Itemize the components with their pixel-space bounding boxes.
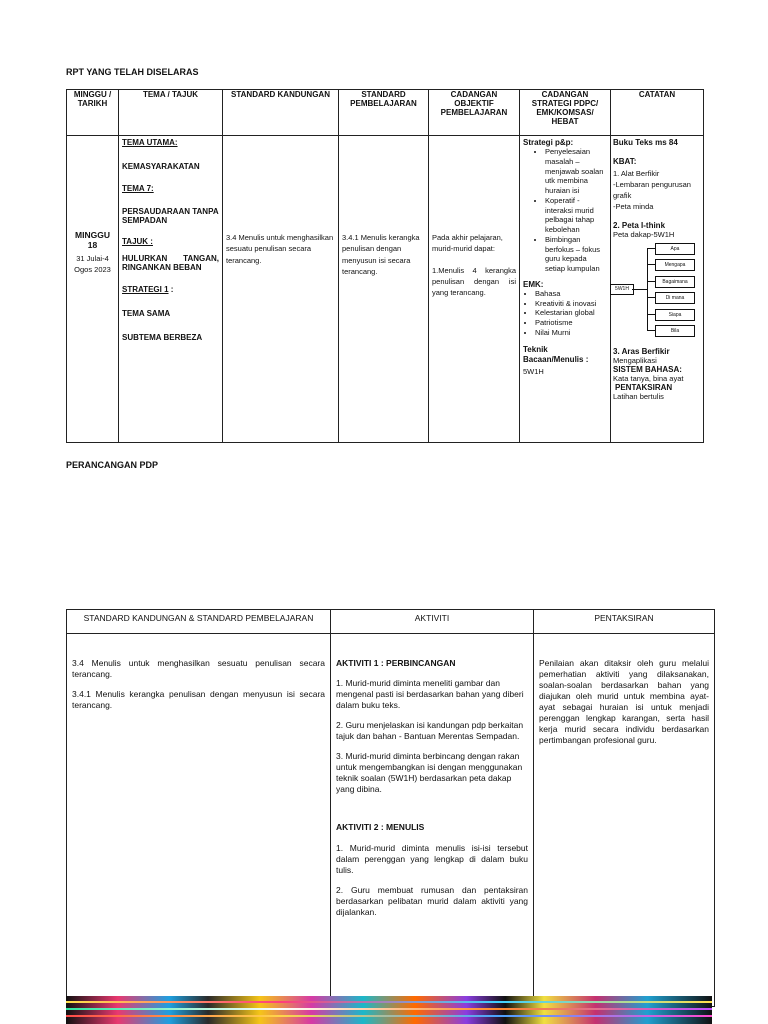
aktiviti-item: 1. Murid-murid diminta meneliti gambar dan mengenal pasti isi berdasarkan bahan yang diberi dalam buku teks.	[336, 678, 524, 711]
aras-label: 3. Aras Berfikir	[613, 346, 670, 356]
rpt-table	[66, 89, 704, 443]
connector-line	[647, 281, 655, 282]
cell-tema	[119, 136, 223, 443]
cell-strategi	[520, 136, 611, 443]
list-item: • Kelestarian global	[535, 308, 607, 318]
cell-pdp-aktiviti	[331, 634, 534, 1007]
rpt-header-row	[67, 90, 704, 136]
kbat-label: KBAT:	[613, 157, 637, 166]
map-item: Mengapa	[655, 259, 695, 271]
connector-line	[647, 314, 655, 315]
tema7: PERSAUDARAAN TANPA SEMPADAN	[122, 207, 219, 225]
strategi-1-suffix: :	[168, 285, 174, 294]
header-catatan: CATATAN	[611, 90, 704, 136]
cell-objektif	[429, 136, 520, 443]
sistem-value: Kata tanya, bina ayat	[613, 373, 684, 383]
aktiviti-item: 1. Murid-murid diminta menulis isi-isi tersebut dalam perenggan yang lengkap di dalam buku tulis.	[336, 842, 528, 875]
pentaksiran-value: Latihan bertulis	[613, 391, 664, 401]
connector-line	[647, 248, 655, 249]
kbat-line: -Peta minda	[613, 201, 654, 211]
emk-label: EMK:	[523, 279, 544, 289]
aktiviti1-title: AKTIVITI 1 : PERBINCANGAN	[336, 658, 456, 668]
kbat-list	[613, 169, 701, 213]
standard-pembelajaran-text: 3.4.1 Menulis kerangka penulisan dengan menyusun isi secara terancang.	[342, 233, 420, 276]
map-item: Bila	[655, 325, 695, 337]
header-standard-kandungan: STANDARD KANDUNGAN	[223, 90, 339, 136]
tajuk-label: TAJUK :	[122, 237, 153, 246]
aktiviti-item: 2. Guru menjelaskan isi kandungan pdp berkaitan tajuk dan bahan - Bantuan Merentas Sempadan.	[336, 720, 524, 742]
header-strategi: CADANGAN STRATEGI PDPC/ EMK/KOMSAS/ HEBAT	[520, 90, 611, 136]
sistem-label: SISTEM BAHASA:	[613, 364, 682, 374]
header-standard-pembelajaran: STANDARD PEMBELAJARAN	[339, 90, 429, 136]
kbat-line: 1. Alat Berfikir	[613, 169, 660, 178]
connector-line	[632, 289, 647, 290]
objektif-intro: Pada akhir pelajaran, murid-murid dapat:	[432, 233, 503, 254]
cell-pdp-standard	[67, 634, 331, 1007]
header-tema: TEMA / TAJUK	[119, 90, 223, 136]
aktiviti2-title: AKTIVITI 2 : MENULIS	[336, 822, 425, 833]
connector-line	[647, 330, 655, 331]
header-pentaksiran: PENTAKSIRAN	[534, 610, 715, 634]
list-item: • Nilai Murni	[535, 328, 607, 338]
tema-utama-label: TEMA UTAMA:	[122, 138, 178, 147]
bracket-map	[613, 239, 701, 347]
list-item: • Bimbingan berfokus – fokus guru kepada setiap kumpulan	[545, 235, 607, 274]
teknik-label: Teknik Bacaan/Menulis :	[523, 344, 589, 364]
aktiviti-item: 3. Murid-murid diminta berbincang dengan rakan untuk mengembangkan isi dengan menggunakan teknik soalan (5W1H) berdasarkan peta dakap yang dibina.	[336, 751, 523, 795]
connector-line	[647, 297, 655, 298]
cell-catatan	[611, 136, 704, 443]
pdp-standard-item: 3.4.1 Menulis kerangka penulisan dengan menyusun isi secara terancang.	[72, 689, 325, 711]
list-item: • Kreativiti & inovasi	[535, 299, 607, 309]
cell-minggu	[67, 136, 119, 443]
decorative-banner-image	[66, 996, 712, 1024]
header-aktiviti: AKTIVITI	[331, 610, 534, 634]
list-item: • Koperatif - interaksi murid pelbagai tahap kebolehan	[545, 196, 607, 235]
banner-stripe	[66, 1008, 712, 1010]
map-item: Bagaimana	[655, 276, 695, 288]
objektif-item: 1.Menulis 4 kerangka penulisan dengan isi yang terancang.	[432, 265, 516, 297]
aktiviti-item: 2. Guru membuat rumusan dan pentaksiran berdasarkan pelibatan murid dalam aktiviti yang dijalankan.	[336, 884, 528, 917]
strategi-1	[122, 285, 219, 294]
buku-teks: Buku Teks ms 84	[613, 138, 678, 147]
tajuk: HULURKAN TANGAN, RINGANKAN BEBAN	[122, 254, 219, 272]
header-standard: STANDARD KANDUNGAN & STANDARD PEMBELAJARAN	[67, 610, 331, 634]
cell-standard-pembelajaran	[339, 136, 429, 443]
map-item: Siapa	[655, 309, 695, 321]
map-center: 5W1H	[610, 284, 634, 295]
perancangan-title: PERANCANGAN PDP	[66, 460, 159, 470]
connector-line	[647, 264, 655, 265]
list-item: • Patriotisme	[535, 318, 607, 328]
teknik-value: 5W1H	[523, 367, 544, 377]
banner-stripe	[66, 1001, 712, 1003]
pdp-body-row	[67, 634, 715, 1007]
list-item: • Bahasa	[535, 289, 607, 299]
strategi-1-label: STRATEGI 1	[122, 285, 169, 294]
emk-list	[523, 289, 607, 338]
cell-standard-kandungan	[223, 136, 339, 443]
map-item: Di mana	[655, 292, 695, 304]
pdp-header-row	[67, 610, 715, 634]
header-objektif: CADANGAN OBJEKTIF PEMBELAJARAN	[429, 90, 520, 136]
pdp-standard-item: 3.4 Menulis untuk menghasilkan sesuatu penulisan secara terancang.	[72, 658, 325, 680]
standard-kandungan-text: 3.4 Menulis untuk menghasilkan sesuatu penulisan secara terancang.	[226, 233, 334, 265]
kbat-line: -Lembaran pengurusan grafik	[613, 179, 691, 200]
tema7-label: TEMA 7:	[122, 184, 154, 193]
pdp-table	[66, 609, 715, 1007]
subtema: SUBTEMA BERBEZA	[122, 333, 203, 342]
document-title: RPT YANG TELAH DISELARAS	[66, 67, 199, 77]
tema-sama: TEMA SAMA	[122, 309, 171, 318]
tarikh: 31 Julai-4 Ogos 2023	[74, 254, 111, 275]
banner-stripe	[66, 1015, 712, 1017]
bracket-line	[647, 248, 648, 330]
pentaksiran-label: PENTAKSIRAN	[615, 382, 673, 392]
strategi-label: Strategi p&p:	[523, 138, 574, 147]
header-minggu: MINGGU / TARIKH	[67, 90, 119, 136]
aras-value: Mengaplikasi	[613, 355, 657, 365]
peta-value: Peta dakap-5W1H	[613, 229, 675, 239]
pentaksiran-text: Penilaian akan ditaksir oleh guru melalui pemerhatian aktiviti yang dilaksanakan, soalan-soalan berdasarkan bahan yang diajukan oleh murid untuk membina ayat-ayat sebagai huraian isi untuk menjadi perenggan lengkap karangan, serta hasil kerja murid secara individu berdasarkan pertimbangan profesional guru.	[539, 658, 709, 746]
tema-utama: KEMASYARAKATAN	[122, 162, 200, 171]
map-item: Apa	[655, 243, 695, 255]
strategi-list	[523, 147, 607, 274]
peta-label: 2. Peta I-think	[613, 220, 666, 230]
cell-pdp-pentaksiran	[534, 634, 715, 1007]
minggu-label: MINGGU 18	[75, 230, 110, 250]
list-item: • Penyelesaian masalah – menjawab soalan utk membina huraian isi	[545, 147, 607, 196]
rpt-body-row	[67, 136, 704, 443]
